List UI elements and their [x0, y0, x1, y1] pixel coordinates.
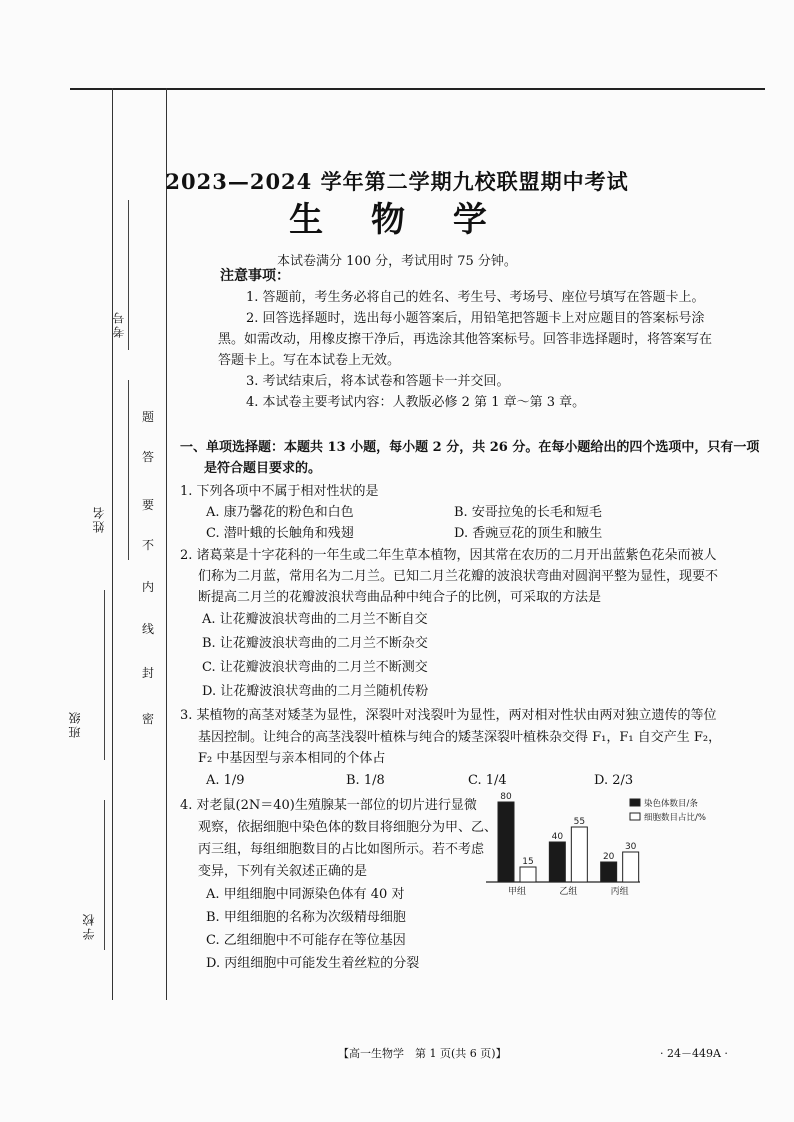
- notes-line: 答题卡上。写在本试卷上无效。: [218, 353, 401, 368]
- notes-line: 1. 答题前，考生务必将自己的姓名、考生号、考场号、座位号填写在答题卡上。: [246, 290, 705, 305]
- seal-char: 答: [142, 450, 155, 464]
- seal-char: 不: [142, 538, 155, 552]
- option-d[interactable]: D. 让花瓣波浪状弯曲的二月兰随机传粉: [202, 684, 429, 699]
- category-label: 乙组: [559, 887, 578, 897]
- option-c[interactable]: C. 1/4: [468, 773, 507, 788]
- data-label: 55: [573, 817, 586, 827]
- question-stem-cont: 基因控制。让纯合的高茎浅裂叶植株与纯合的矮茎深裂叶植株杂交得 F₁，F₁ 自交产生 F₂，: [198, 730, 722, 745]
- category-label: 甲组: [507, 887, 527, 897]
- label-exam-no: 考号: [112, 310, 126, 338]
- question-stem: 2. 诸葛菜是十字花科的一年生或二年生草本植物，因其常在农历的二月开出蓝紫色花朵而被人: [180, 548, 717, 563]
- exam-title: 2023—2024 学年第二学期九校联盟期中考试: [165, 169, 629, 194]
- question-stem-cont: 变异，下列有关叙述正确的是: [198, 864, 368, 879]
- class-fill-line[interactable]: [104, 590, 105, 760]
- question-stem: 1. 下列各项中不属于相对性状的是: [180, 484, 379, 499]
- question-stem-cont: 丙三组，每组细胞数目的占比如图所示。若不考虑: [198, 842, 485, 857]
- cell-ratio-bar-chart: [480, 786, 720, 904]
- notes-line: 3. 考试结束后，将本试卷和答题卡一并交回。: [246, 374, 510, 389]
- option-d[interactable]: D. 香豌豆花的顶生和腋生: [454, 526, 603, 541]
- seal-char: 要: [142, 498, 155, 512]
- name-fill-line[interactable]: [128, 380, 129, 560]
- notes-heading: 注意事项：: [220, 268, 290, 284]
- seal-char: 内: [142, 580, 155, 594]
- exam-subject: 生 物 学: [289, 200, 505, 240]
- option-b[interactable]: B. 安哥拉兔的长毛和短毛: [454, 505, 602, 520]
- bar-chromosome: [549, 842, 565, 882]
- bar-cell-ratio: [571, 827, 587, 882]
- bar-cell-ratio: [623, 852, 639, 882]
- seal-char: 密: [142, 712, 155, 726]
- bar-chromosome: [601, 862, 617, 882]
- data-label: 15: [522, 857, 534, 867]
- school-fill-line[interactable]: [104, 800, 105, 950]
- question-stem-cont: 们称为二月蓝，常用名为二月兰。已知二月兰花瓣的波浪状弯曲对圆润平整为显性，现要不: [198, 569, 719, 584]
- legend-label: 细胞数目占比/%: [644, 813, 706, 823]
- notes-line: 2. 回答选择题时，选出每小题答案后，用铅笔把答题卡上对应题目的答案标号涂: [246, 311, 705, 326]
- label-name: 姓名: [92, 505, 106, 533]
- label-class: 班级: [68, 710, 82, 738]
- notes-line: 4. 本试卷主要考试内容：人教版必修 2 第 1 章～第 3 章。: [246, 395, 586, 410]
- label-school: 学校: [82, 912, 96, 940]
- data-label: 40: [551, 832, 564, 842]
- section-heading-cont: 是符合题目要求的。: [204, 461, 322, 476]
- question-stem-cont: 断提高二月兰的花瓣波浪状弯曲品种中纯合子的比例，可采取的方法是: [198, 590, 602, 605]
- data-label: 80: [500, 792, 512, 802]
- option-c[interactable]: C. 乙组细胞中不可能存在等位基因: [206, 933, 406, 948]
- option-b[interactable]: B. 甲组细胞的名称为次级精母细胞: [206, 910, 406, 925]
- option-c[interactable]: C. 潜叶蛾的长触角和残翅: [206, 526, 354, 541]
- notes-line: 黑。如需改动，用橡皮擦干净后，再选涂其他答案标号。回答非选择题时，将答案写在: [218, 332, 713, 347]
- option-b[interactable]: B. 让花瓣波浪状弯曲的二月兰不断杂交: [202, 636, 428, 651]
- option-c[interactable]: C. 让花瓣波浪状弯曲的二月兰不断测交: [202, 660, 428, 675]
- seal-char: 线: [142, 622, 155, 636]
- question-stem: 3. 某植物的高茎对矮茎为显性，深裂叶对浅裂叶为显性，两对相对性状由两对独立遗传的等位: [180, 708, 717, 723]
- question-stem: 4. 对老鼠(2N＝40)生殖腺某一部位的切片进行显微: [180, 798, 477, 813]
- seal-char: 题: [142, 410, 155, 424]
- bar-chromosome: [498, 802, 514, 882]
- option-d[interactable]: D. 丙组细胞中可能发生着丝粒的分裂: [206, 956, 420, 971]
- bar-cell-ratio: [520, 867, 536, 882]
- option-b[interactable]: B. 1/8: [346, 773, 385, 788]
- section-heading: 一、单项选择题：本题共 13 小题，每小题 2 分，共 26 分。在每小题给出的四个选项中，只有一项: [180, 440, 760, 455]
- data-label: 20: [602, 852, 615, 862]
- category-label: 丙组: [610, 887, 629, 897]
- legend-swatch: [630, 813, 640, 820]
- option-a[interactable]: A. 让花瓣波浪状弯曲的二月兰不断自交: [202, 612, 428, 627]
- option-a[interactable]: A. 康乃馨花的粉色和白色: [206, 505, 354, 520]
- option-a[interactable]: A. 甲组细胞中同源染色体有 40 对: [206, 887, 405, 902]
- seal-char: 封: [142, 666, 155, 680]
- option-d[interactable]: D. 2/3: [594, 773, 634, 788]
- question-stem-cont: F₂ 中基因型与亲本相同的个体占: [198, 751, 386, 766]
- question-stem-cont: 观察，依据细胞中染色体的数目将细胞分为甲、乙、: [198, 820, 498, 835]
- footer-code: · 24－449A ·: [660, 1047, 728, 1060]
- footer-page-info: 【高一生物学 第 1 页(共 6 页)】: [338, 1047, 507, 1060]
- exam-info: 本试卷满分 100 分，考试用时 75 分钟。: [277, 254, 517, 269]
- legend-label: 染色体数目/条: [644, 799, 698, 809]
- data-label: 30: [624, 842, 637, 852]
- legend-swatch: [630, 799, 640, 806]
- option-a[interactable]: A. 1/9: [206, 773, 245, 788]
- top-border-line: [70, 88, 765, 90]
